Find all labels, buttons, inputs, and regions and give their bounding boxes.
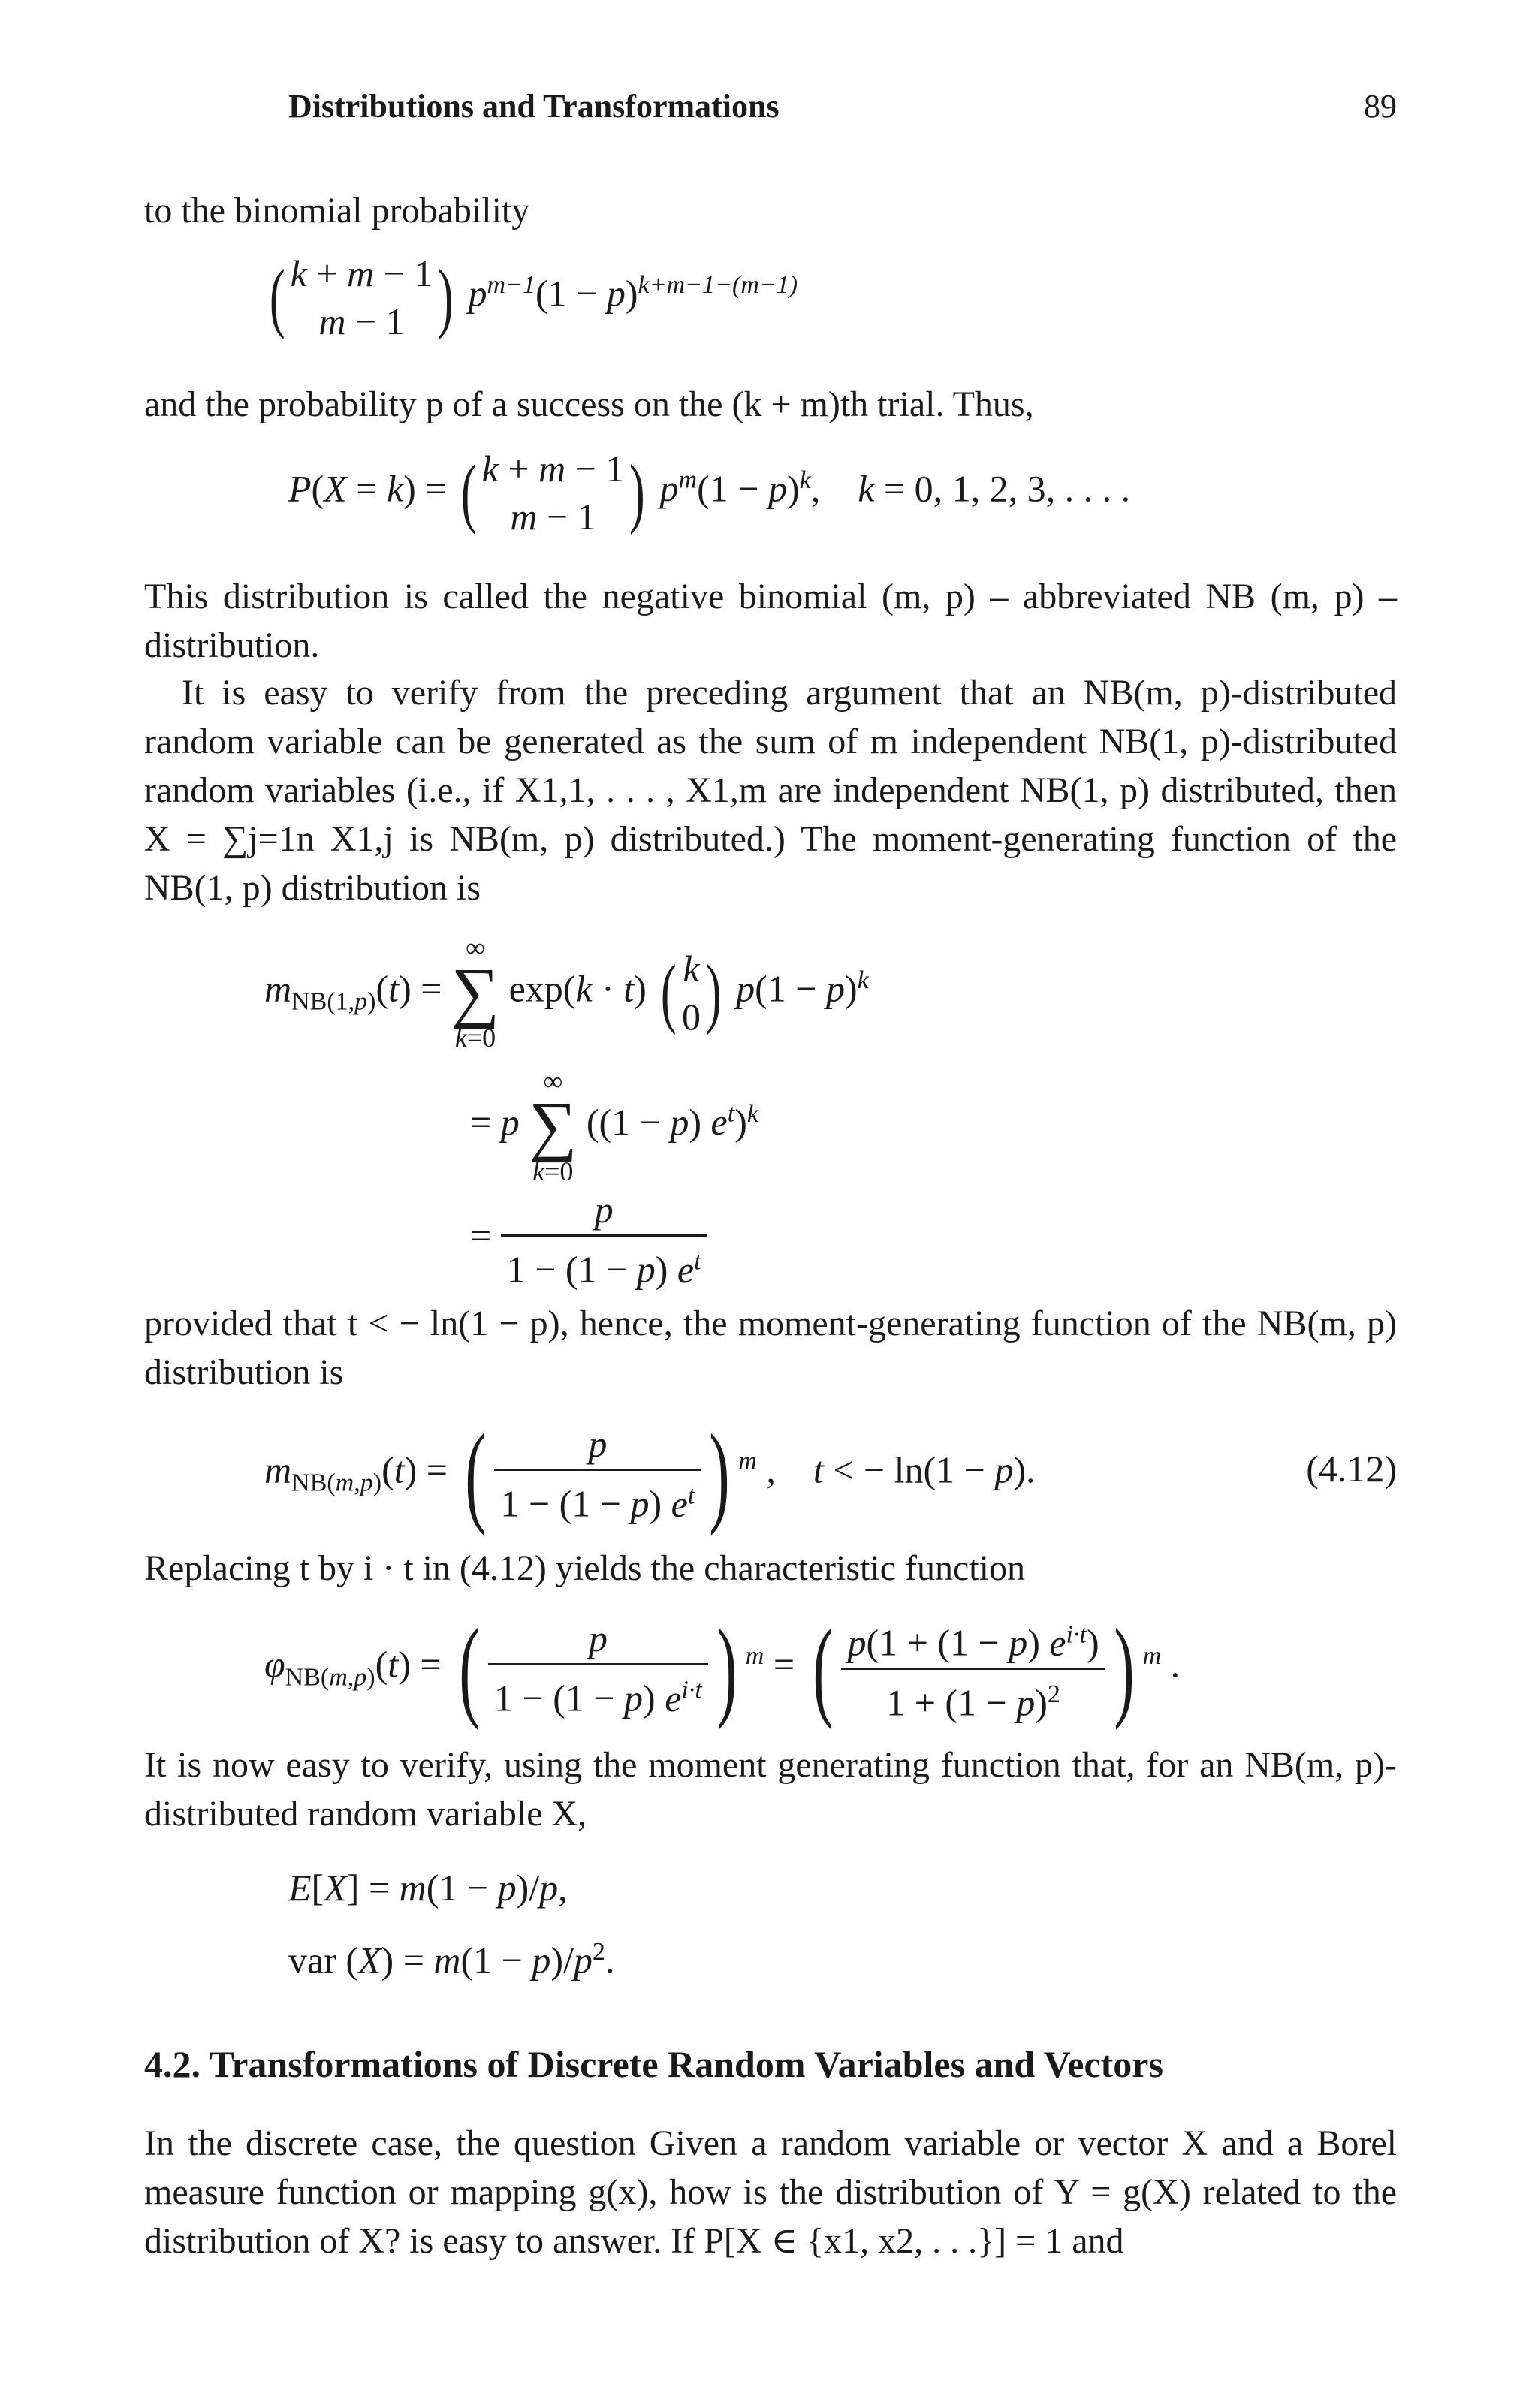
equation-mgf-nbm: $m_{NB(m,p)}(t)$ = ( $\frac{p}{1 - (1 - p) e^t}$ ) $^m$ , t < − ln(1 − p). (264, 1411, 1036, 1536)
equation-number: (4.12) (1306, 1448, 1397, 1490)
section-heading: 4.2. Transformations of Discrete Random Variables and Vectors (144, 2043, 1163, 2085)
paragraph-characteristic-function-intro: Replacing t by i · t in (4.12) yields the characteristic function (144, 1548, 1025, 1588)
equation-mgf-nb1-line3: = $\frac{p}{1 - (1 - p) e^t}$ (470, 1185, 707, 1294)
equation-mean: E[X] = m(1 − p)/p, (288, 1867, 568, 1909)
equation-pmf: P(X = k) = ( k + m − 1 m − 1 ) $p^m(1 - p)^k$, k = 0, 1, 2, 3, . . . . (288, 448, 1131, 538)
paragraph-sum-of-nb1: It is easy to verify from the preceding argument that an NB(m, p)-distributed random variable can be generated as the sum of m independent NB(1, p)-distributed random variables (i.e., if X1,1, . . . , X1,m are independent NB(1, p) distributed, then X = ∑j=1n X1,j is NB(m, p) distributed.) The moment-generating function of the NB(1, p) distribution is (144, 673, 1397, 908)
paragraph-binomial-intro: to the binomial probability (144, 191, 530, 231)
paragraph-success-trial: and the probability p of a success on the (k + m)th trial. Thus, (144, 384, 1034, 424)
equation-binomial-probability: ( k + m − 1 m − 1 ) $p^{m-1}(1 - p)^{k+m-1-(m-1)}$ (269, 252, 798, 342)
page-number: 89 (1364, 88, 1397, 125)
equation-characteristic-function: $\varphi_{NB(m,p)}(t)$ = ( $\frac{p}{1 - (1 - p) e^{i\cdot t}}$ ) $^m$ = ( $\frac{p(1 + (1 - p) e^{i\cdot t})}{1 + (1 - p)^2}$ ) $^m$ . (264, 1606, 1181, 1731)
running-header-title: Distributions and Transformations (288, 88, 780, 125)
equation-mgf-nb1-line1: $m_{NB(1,p)}(t)$ = ∞ ∑ k=0 exp(k · t) ( k 0) $p(1 - p)^k$ (264, 933, 869, 1053)
paragraph-discrete-case: In the discrete case, the question Given a random variable or vector X and a Borel measure function or mapping g(x), how is the distribution of Y = g(X) related to the distribution of X? is easy to answer. If P[X ∈ {x1, x2, . . .}] = 1 and (144, 2123, 1397, 2261)
paragraph-mgf-condition: provided that t < − ln(1 − p), hence, the moment-generating function of the NB(m, p) distribution is (144, 1303, 1397, 1392)
equation-mgf-nb1-line2: = p ∞ ∑ k=0 ((1 − p) $e^t)^k$ (470, 1066, 758, 1186)
paragraph-negative-binomial-definition: This distribution is called the negative binomial (m, p) – abbreviated NB (m, p) – distribution. (144, 577, 1397, 665)
paragraph-moments-intro: It is now easy to verify, using the moment generating function that, for an NB(m, p)-distributed random variable X, (144, 1745, 1397, 1834)
equation-variance: var $(X) = m(1 - p)/p^2$. (288, 1938, 615, 1982)
